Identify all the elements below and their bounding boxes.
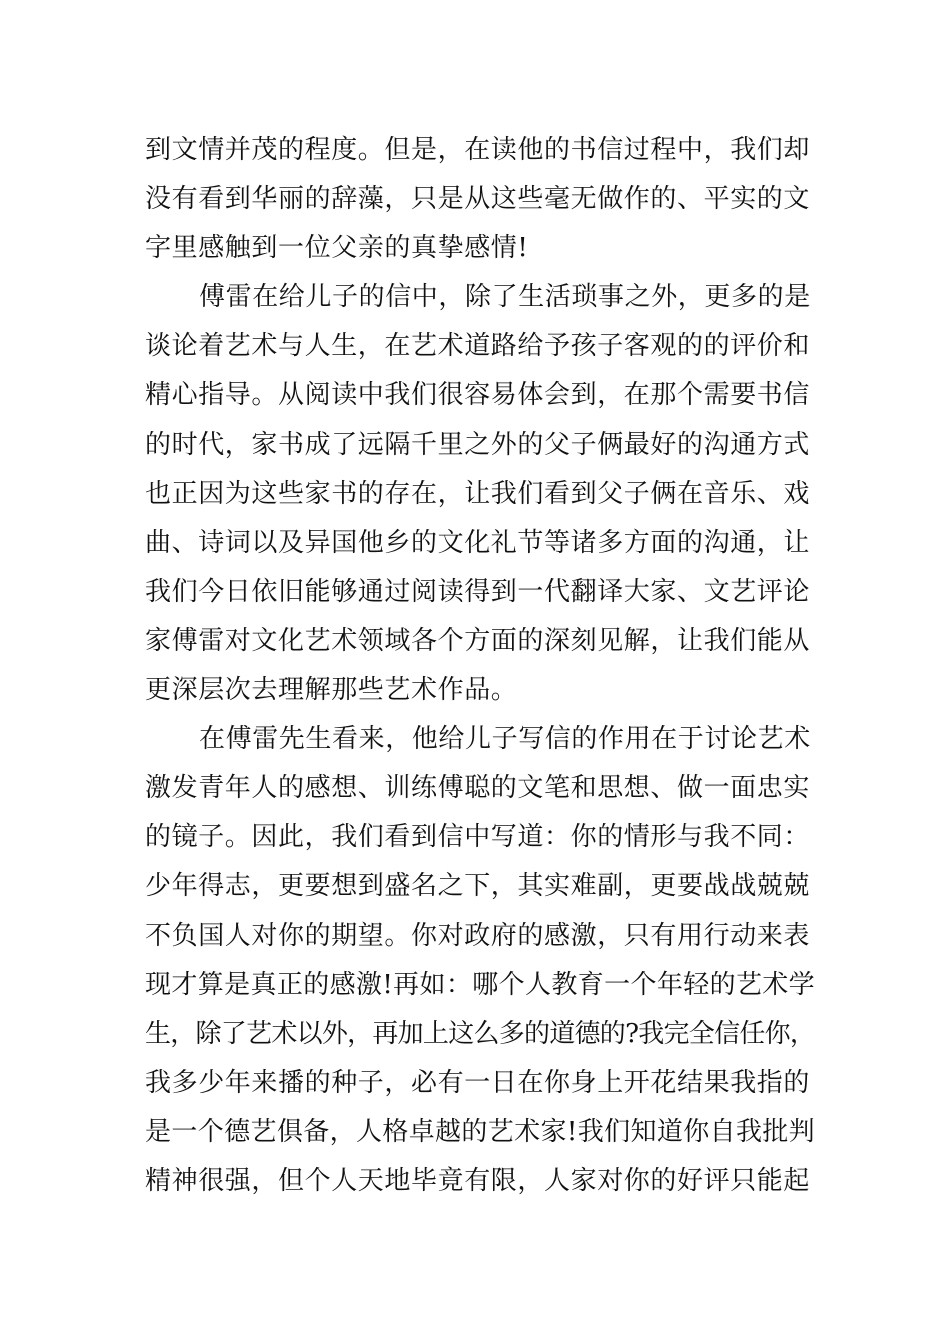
text-line: 精神很强，但个人天地毕竟有限，人家对你的好评只能起 [145, 1165, 811, 1196]
text-line: 的时代，家书成了远隔千里之外的父子俩最好的沟通方式 [145, 429, 811, 460]
text-line: 是一个德艺俱备，人格卓越的艺术家!我们知道你自我批判 [145, 1116, 816, 1147]
text-line: 字里感触到一位父亲的真挚感情! [145, 233, 529, 264]
text-line: 到文情并茂的程度。但是，在读他的书信过程中，我们却 [145, 135, 811, 165]
text-line: 生，除了艺术以外，再加上这么多的道德的?我完全信任你， [145, 1018, 816, 1049]
text-line: 曲、诗词以及异国他乡的文化礼节等诸多方面的沟通，让 [145, 527, 811, 558]
text-line: 我多少年来播的种子，必有一日在你身上开花结果我指的 [145, 1067, 811, 1098]
text-line: 也正因为这些家书的存在，让我们看到父子俩在音乐、戏 [145, 478, 811, 509]
text-line: 不负国人对你的期望。你对政府的感激，只有用行动来表 [145, 920, 811, 951]
text-line: 精心指导。从阅读中我们很容易体会到，在那个需要书信 [145, 380, 811, 411]
text-line: 家傅雷对文化艺术领域各个方面的深刻见解，让我们能从 [145, 625, 811, 656]
text-line: 激发青年人的感想、训练傅聪的文笔和思想、做一面忠实 [145, 773, 811, 804]
text-line: 现才算是真正的感激!再如：哪个人教育一个年轻的艺术学 [145, 969, 816, 1000]
text-line: 谈论着艺术与人生，在艺术道路给予孩子客观的的评价和 [145, 331, 811, 362]
text-line: 更深层次去理解那些艺术作品。 [145, 675, 518, 706]
text-line: 没有看到华丽的辞藻，只是从这些毫无做作的、平实的文 [145, 184, 811, 215]
text-line: 的镜子。因此，我们看到信中写道：你的情形与我不同： [145, 822, 811, 853]
paragraph-start-line: 在傅雷先生看来，他给儿子写信的作用在于讨论艺术 [199, 724, 811, 755]
body-text [145, 126, 815, 1206]
text-line: 我们今日依旧能够通过阅读得到一代翻译大家、文艺评论 [145, 576, 811, 607]
text-line: 少年得志，更要想到盛名之下，其实难副，更要战战兢兢 [145, 871, 811, 902]
paragraph-start-line: 傅雷在给儿子的信中，除了生活琐事之外，更多的是 [199, 282, 811, 313]
